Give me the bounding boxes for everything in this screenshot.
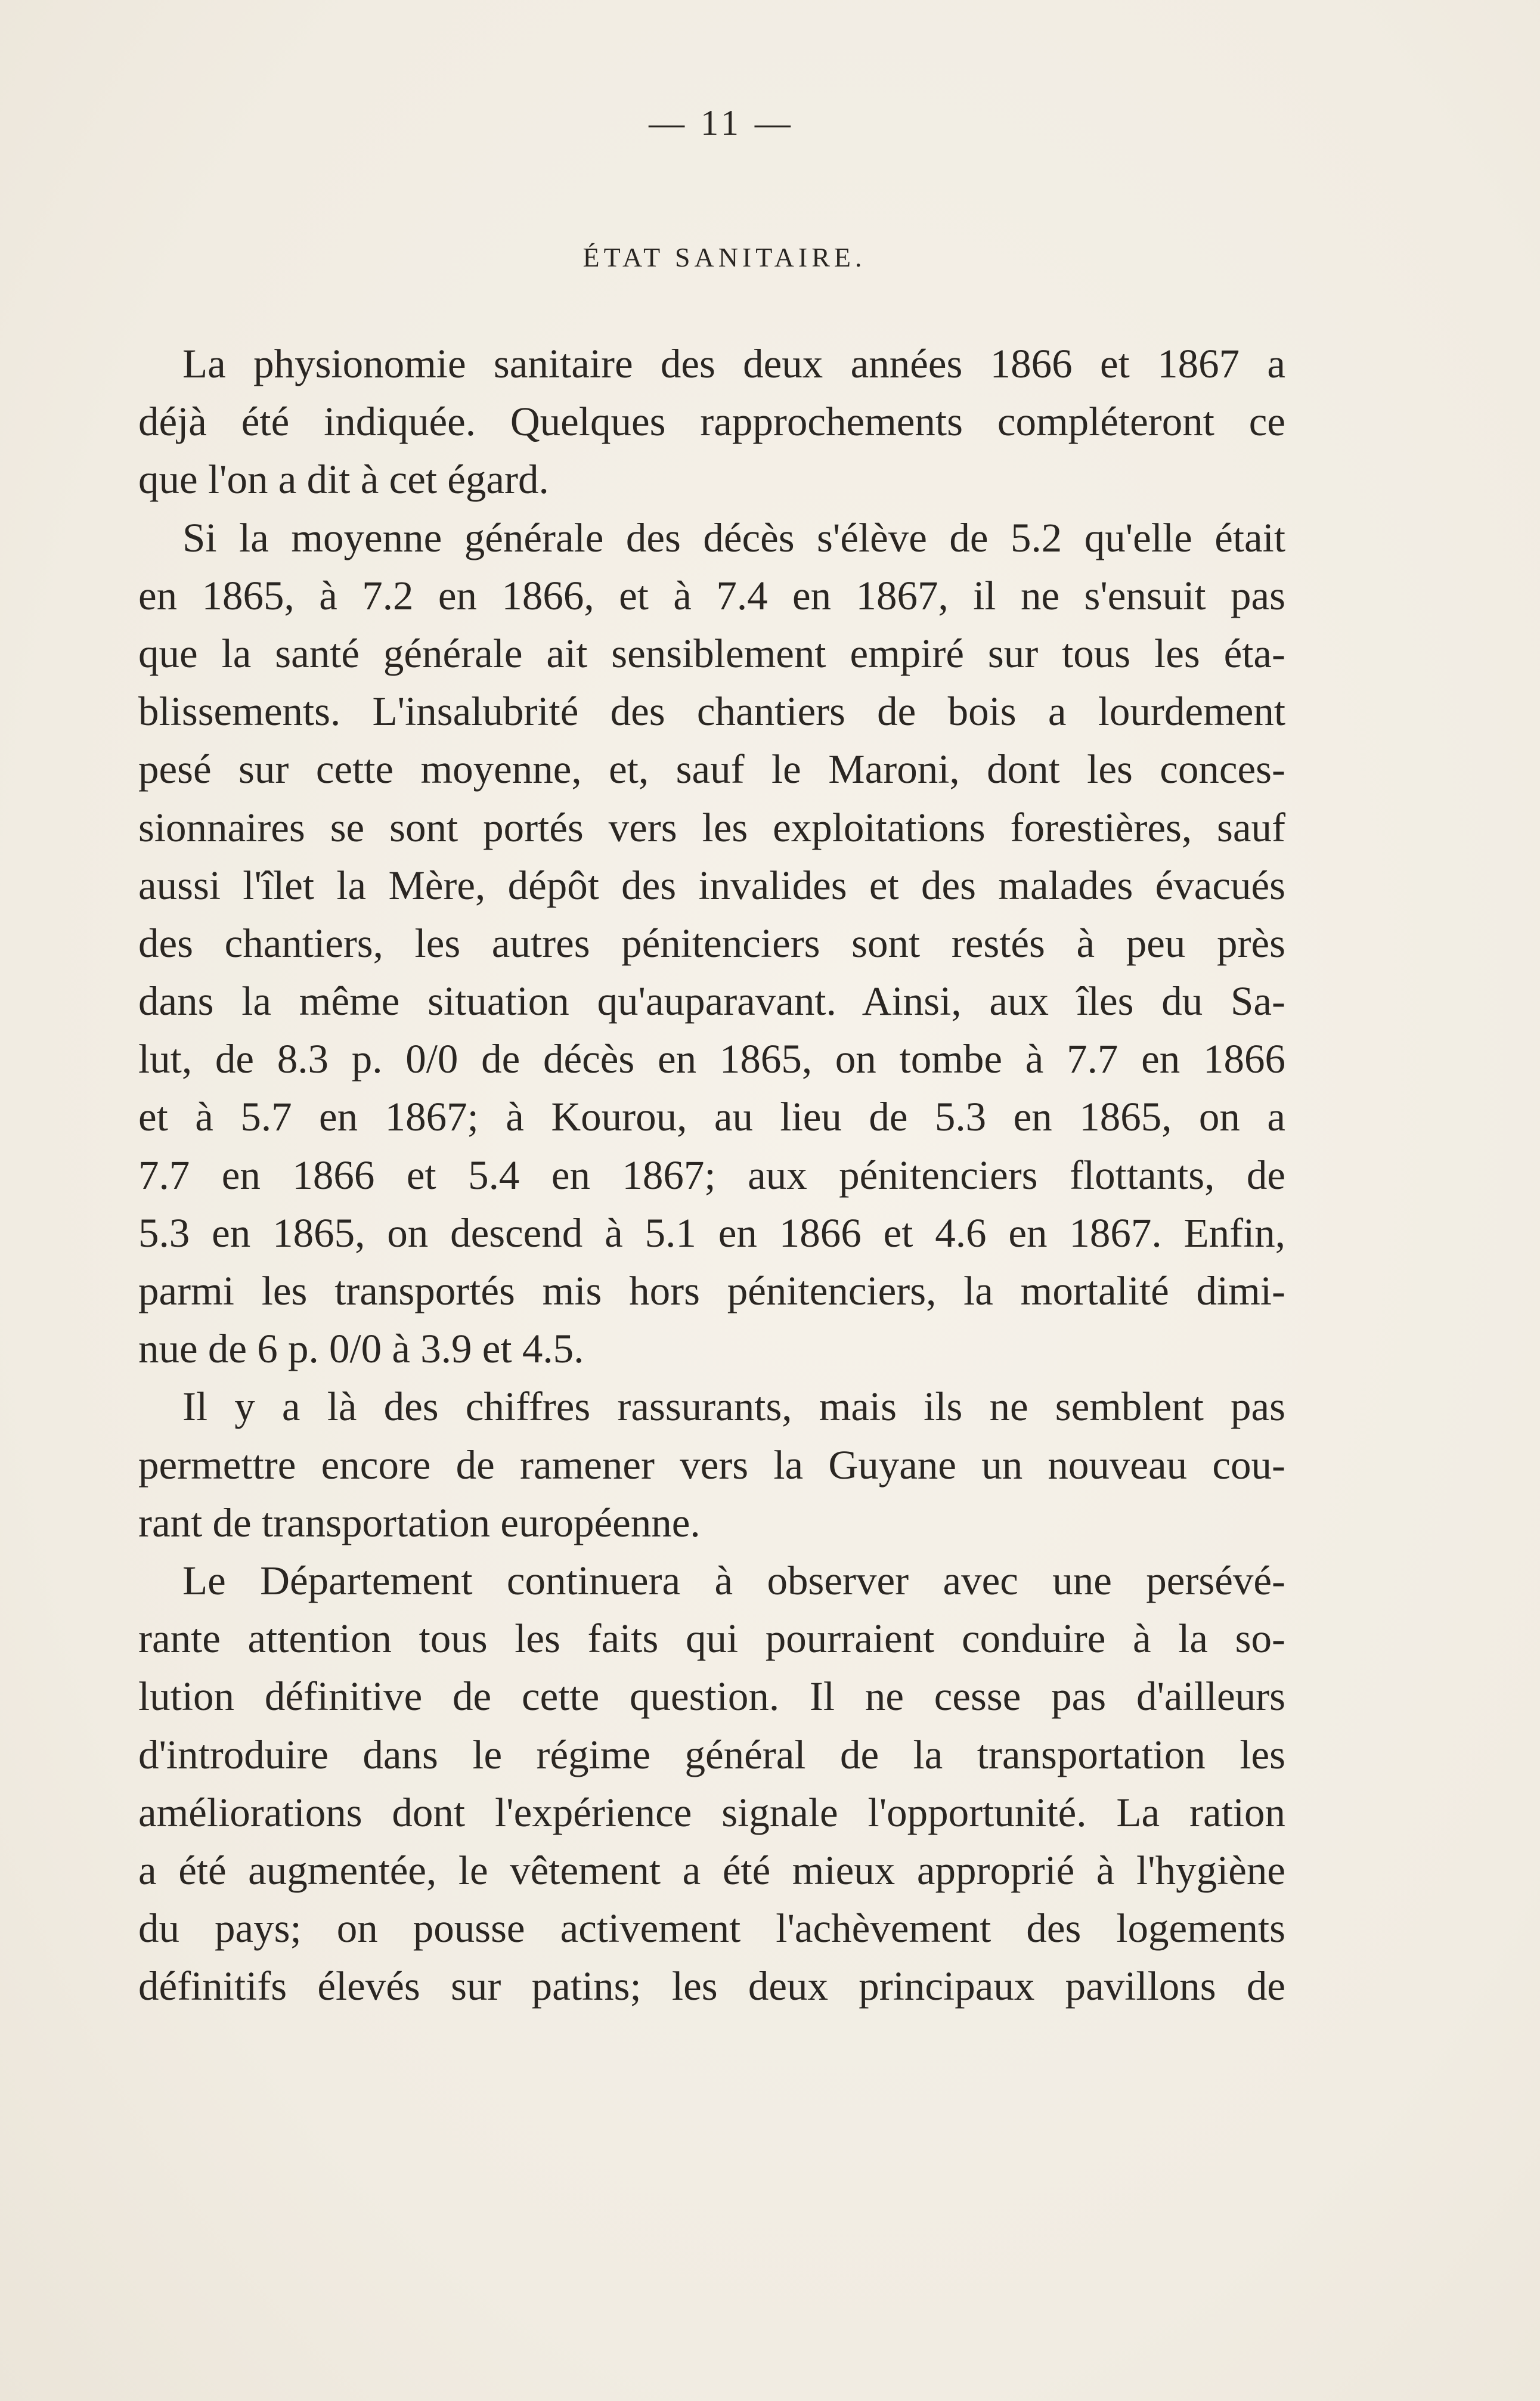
text-line: Si la moyenne générale des décès s'élève de 5.2 qu'elle était — [182, 515, 1285, 560]
text-line: sionnaires se sont portés vers les exploitations forestières, sauf — [138, 804, 1285, 850]
text-line: d'introduire dans le régime général de la transportation les — [138, 1731, 1285, 1777]
text-line: La physionomie sanitaire des deux années 1866 et 1867 a — [182, 341, 1285, 386]
text-line: dans la même situation qu'auparavant. Ainsi, aux îles du Sa- — [138, 978, 1285, 1024]
text-line: rant de transportation européenne. — [138, 1500, 701, 1545]
text-line: que l'on a dit à cet égard. — [138, 457, 549, 503]
text-line: nue de 6 p. 0/0 à 3.9 et 4.5. — [138, 1326, 584, 1372]
text-line: et à 5.7 en 1867; à Kourou, au lieu de 5.3 en 1865, on a — [138, 1094, 1285, 1140]
text-line: aussi l'îlet la Mère, dépôt des invalides et des malades évacués — [138, 862, 1285, 908]
body-text — [138, 335, 1285, 2015]
text-line: en 1865, à 7.2 en 1866, et à 7.4 en 1867, il ne s'ensuit pas — [138, 572, 1285, 618]
text-line: lution définitive de cette question. Il ne cesse pas d'ailleurs — [138, 1674, 1285, 1720]
text-line: blissements. L'insalubrité des chantiers de bois a lourdement — [138, 689, 1285, 735]
text-line: du pays; on pousse activement l'achèvement des logements — [138, 1906, 1285, 1951]
text-line: parmi les transportés mis hors pénitenciers, la mortalité dimi- — [138, 1268, 1285, 1313]
text-line: pesé sur cette moyenne, et, sauf le Maroni, dont les conces- — [138, 746, 1285, 792]
text-line: permettre encore de ramener vers la Guyane un nouveau cou- — [138, 1442, 1285, 1488]
text-line: des chantiers, les autres pénitenciers sont restés à peu près — [138, 920, 1285, 966]
text-line: a été augmentée, le vêtement a été mieux approprié à l'hygiène — [138, 1847, 1285, 1893]
text-line: Il y a là des chiffres rassurants, mais ils ne semblent pas — [182, 1384, 1285, 1430]
section-title: ÉTAT SANITAIRE. — [582, 242, 866, 272]
text-line: lut, de 8.3 p. 0/0 de décès en 1865, on tombe à 7.7 en 1866 — [138, 1036, 1285, 1082]
text-line: rante attention tous les faits qui pourraient conduire à la so- — [138, 1616, 1285, 1662]
text-line: déjà été indiquée. Quelques rapprochements compléteront ce — [138, 399, 1285, 445]
text-line: que la santé générale ait sensiblement empiré sur tous les éta- — [138, 630, 1285, 676]
text-line: définitifs élevés sur patins; les deux principaux pavillons de — [138, 1963, 1285, 2009]
text-line: améliorations dont l'expérience signale l'opportunité. La ration — [138, 1789, 1285, 1835]
text-line: 7.7 en 1866 et 5.4 en 1867; aux pénitenciers flottants, de — [138, 1152, 1285, 1198]
text-line: 5.3 en 1865, on descend à 5.1 en 1866 et 4.6 en 1867. Enfin, — [138, 1210, 1285, 1256]
text-line: Le Département continuera à observer avec une persévé- — [182, 1557, 1285, 1603]
page-number: — 11 — — [649, 103, 794, 142]
